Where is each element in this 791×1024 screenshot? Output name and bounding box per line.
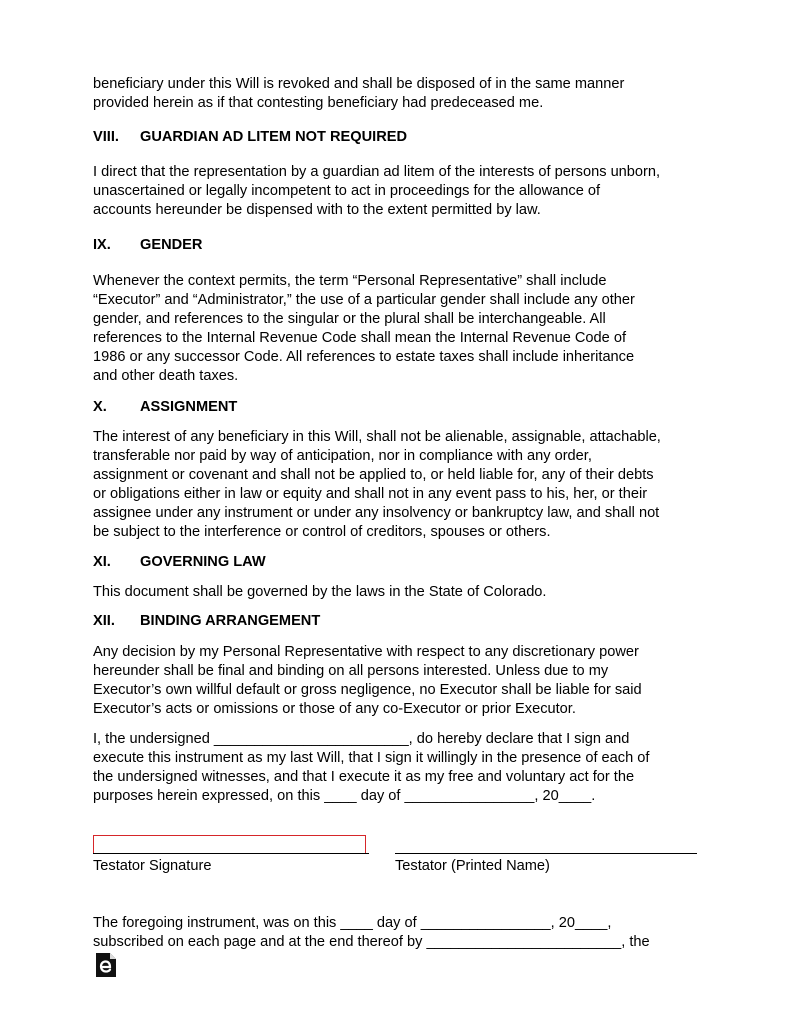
section-xii-number: XII. bbox=[93, 613, 115, 629]
attestation-line-1: The foregoing instrument, was on this ____ day of ________________, 20____, bbox=[93, 915, 612, 931]
section-ix-line-5: 1986 or any successor Code. All references to estate taxes shall include inheritance bbox=[93, 349, 635, 365]
section-xii-line-4: Executor’s acts or omissions or those of any co-Executor or prior Executor. bbox=[93, 701, 576, 717]
section-viii-title: GUARDIAN AD LITEM NOT REQUIRED bbox=[140, 129, 408, 145]
section-x-line-4: or obligations either in law or equity and shall not in any event pass to his, her, or their bbox=[93, 486, 648, 502]
section-ix-number: IX. bbox=[93, 237, 111, 253]
declaration-line-4: purposes herein expressed, on this ____ day of ________________, 20____. bbox=[93, 788, 596, 804]
section-viii-number: VIII. bbox=[93, 129, 119, 145]
section-xi-number: XI. bbox=[93, 554, 111, 570]
testator-signature-field[interactable] bbox=[93, 835, 366, 854]
section-ix-line-3: gender, and references to the singular or the plural shall be interchangeable. All bbox=[93, 311, 606, 327]
section-viii-line-1: I direct that the representation by a guardian ad litem of the interests of persons unborn, bbox=[93, 164, 661, 180]
section-xi-line-1: This document shall be governed by the laws in the State of Colorado. bbox=[93, 584, 547, 600]
section-xii-line-1: Any decision by my Personal Representative with respect to any discretionary power bbox=[93, 644, 639, 660]
section-ix-line-4: references to the Internal Revenue Code shall mean the Internal Revenue Code of bbox=[93, 330, 627, 346]
testator-signature-line bbox=[93, 853, 369, 854]
section-x-line-2: transferable nor paid by way of anticipation, nor in compliance with any order, bbox=[93, 448, 592, 464]
section-ix-line-6: and other death taxes. bbox=[93, 368, 239, 384]
section-ix-title: GENDER bbox=[140, 237, 203, 253]
testator-printed-name-line[interactable] bbox=[395, 853, 697, 854]
section-x-line-6: be subject to the interference or control of creditors, spouses or others. bbox=[93, 524, 551, 540]
attestation-line-2: subscribed on each page and at the end thereof by ________________________, the bbox=[93, 934, 650, 950]
section-ix-line-2: “Executor” and “Administrator,” the use of a particular gender shall include any other bbox=[93, 292, 635, 308]
testator-signature-label: Testator Signature bbox=[93, 858, 212, 874]
declaration-line-2: execute this instrument as my last Will, that I sign it willingly in the presence of each of bbox=[93, 750, 650, 766]
section-xii-title: BINDING ARRANGEMENT bbox=[140, 613, 321, 629]
section-x-line-5: assignee under any instrument or under any insolvency or bankruptcy law, and shall not bbox=[93, 505, 660, 521]
section-viii-line-3: accounts hereunder be dispensed with to the extent permitted by law. bbox=[93, 202, 541, 218]
intro-line-1: beneficiary under this Will is revoked and shall be disposed of in the same manner bbox=[93, 76, 625, 92]
section-xi-title: GOVERNING LAW bbox=[140, 554, 266, 570]
section-xii-line-2: hereunder shall be final and binding on all persons interested. Unless due to my bbox=[93, 663, 609, 679]
intro-line-2: provided herein as if that contesting beneficiary had predeceased me. bbox=[93, 95, 544, 111]
declaration-line-3: the undersigned witnesses, and that I execute it as my free and voluntary act for the bbox=[93, 769, 635, 785]
document-e-logo-icon bbox=[96, 953, 116, 977]
declaration-line-1: I, the undersigned ________________________, do hereby declare that I sign and bbox=[93, 731, 630, 747]
testator-printed-name-label: Testator (Printed Name) bbox=[395, 858, 550, 874]
section-x-line-1: The interest of any beneficiary in this Will, shall not be alienable, assignable, attachable, bbox=[93, 429, 661, 445]
section-x-line-3: assignment or covenant and shall not be applied to, or held liable for, any of their debts bbox=[93, 467, 654, 483]
section-x-number: X. bbox=[93, 399, 107, 415]
section-x-title: ASSIGNMENT bbox=[140, 399, 238, 415]
section-ix-line-1: Whenever the context permits, the term “Personal Representative” shall include bbox=[93, 273, 607, 289]
section-xii-line-3: Executor’s own willful default or gross negligence, no Executor shall be liable for said bbox=[93, 682, 642, 698]
section-viii-line-2: unascertained or legally incompetent to act in proceedings for the allowance of bbox=[93, 183, 601, 199]
